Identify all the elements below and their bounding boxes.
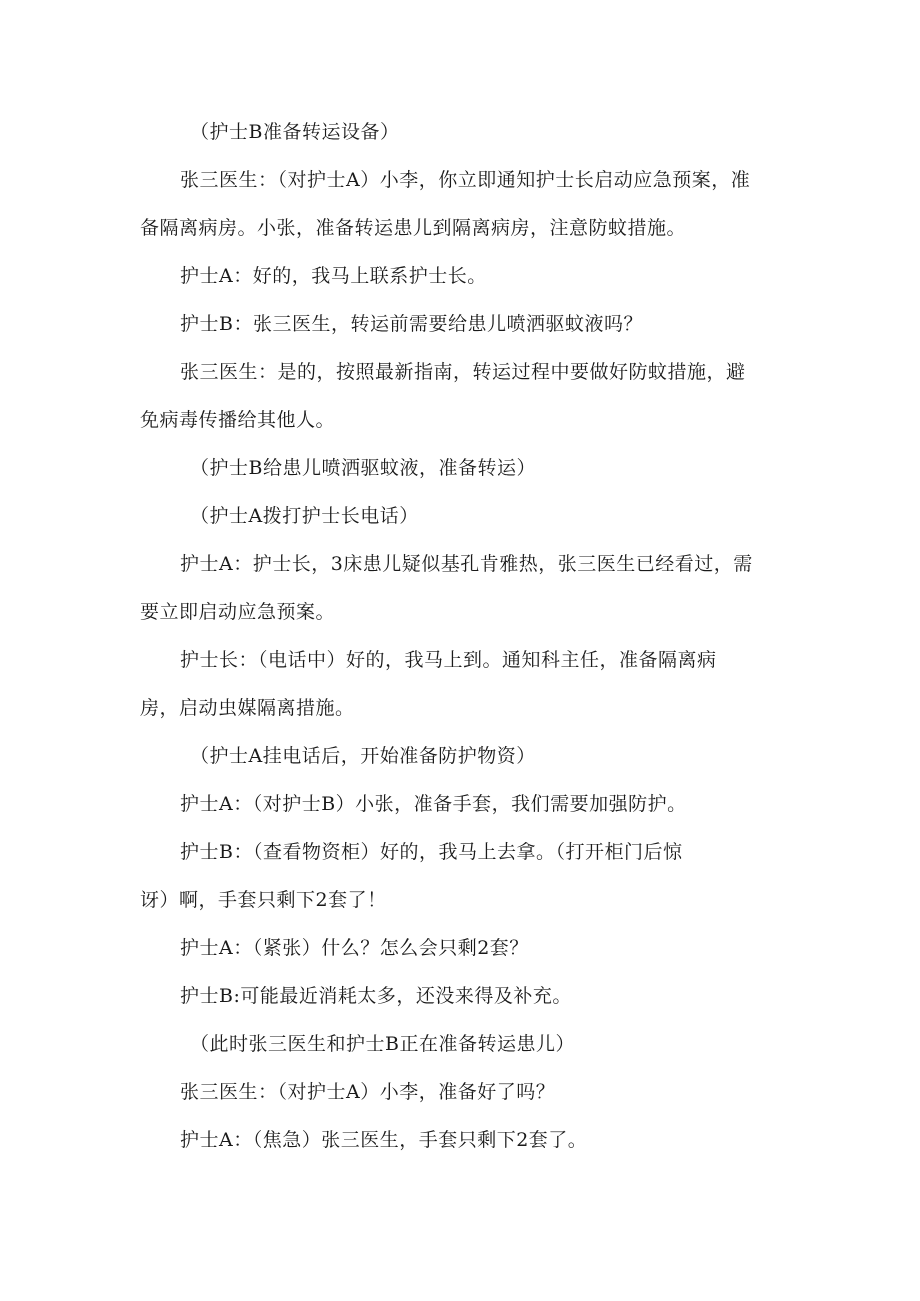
stage-direction-line: （此时张三医生和护士B正在准备转运患儿） bbox=[190, 1033, 575, 1055]
dialogue-line-continued: 要立即启动应急预案。 bbox=[140, 601, 336, 623]
dialogue-line: 护士B:可能最近消耗太多，还没来得及补充。 bbox=[180, 985, 572, 1007]
stage-direction-line: （护士A拨打护士长电话） bbox=[190, 505, 419, 527]
dialogue-line-continued: 房，启动虫媒隔离措施。 bbox=[140, 697, 355, 719]
stage-direction-line: （护士B准备转运设备） bbox=[190, 121, 400, 143]
dialogue-line-continued: 免病毒传播给其他人。 bbox=[140, 409, 336, 431]
dialogue-line: 张三医生：（对护士A）小李，准备好了吗？ bbox=[180, 1081, 556, 1103]
dialogue-line: 护士A：（紧张）什么？怎么会只剩2套？ bbox=[180, 937, 529, 959]
stage-direction-line: （护士A挂电话后，开始准备防护物资） bbox=[190, 745, 536, 767]
dialogue-line-continued: 讶）啊，手套只剩下2套了！ bbox=[140, 889, 387, 911]
dialogue-line: 护士A：（对护士B）小张，准备手套，我们需要加强防护。 bbox=[180, 793, 687, 815]
dialogue-line: 护士A：好的，我马上联系护士长。 bbox=[180, 265, 487, 287]
dialogue-line: 护士A：护士长，3床患儿疑似基孔肯雅热，张三医生已经看过，需 bbox=[180, 553, 753, 575]
dialogue-line: 护士A：（焦急）张三医生，手套只剩下2套了。 bbox=[180, 1129, 588, 1151]
dialogue-line-continued: 备隔离病房。小张，准备转运患儿到隔离病房，注意防蚊措施。 bbox=[140, 217, 687, 239]
stage-direction-line: （护士B给患儿喷洒驱蚊液，准备转运） bbox=[190, 457, 536, 479]
dialogue-line: 张三医生：是的，按照最新指南，转运过程中要做好防蚊措施，避 bbox=[180, 361, 746, 383]
dialogue-line: 护士B：张三医生，转运前需要给患儿喷洒驱蚊液吗？ bbox=[180, 313, 643, 335]
dialogue-line: 护士B：（查看物资柜）好的，我马上去拿。（打开柜门后惊 bbox=[180, 841, 683, 863]
dialogue-line: 护士长：（电话中）好的，我马上到。通知科主任，准备隔离病 bbox=[180, 649, 717, 671]
dialogue-line: 张三医生：（对护士A）小李，你立即通知护士长启动应急预案，准 bbox=[180, 169, 751, 191]
